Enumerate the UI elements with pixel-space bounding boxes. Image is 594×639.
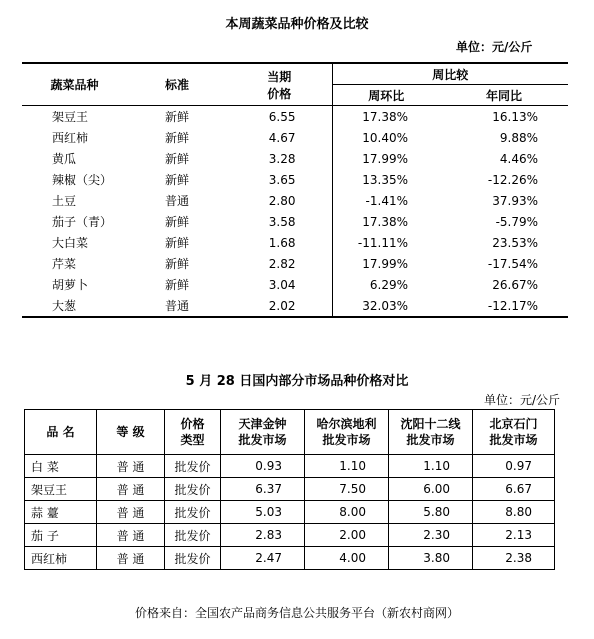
cell-yoy: -12.17%: [487, 298, 539, 313]
col-header-market-tianjin-line1: 天津金钟: [238, 417, 287, 431]
cell-name: 白 菜: [25, 455, 97, 478]
col-header-standard: 标准: [127, 63, 227, 106]
col-header-market-beijing: [473, 410, 555, 455]
cell-price: 3.28: [268, 151, 296, 166]
table-row: [22, 295, 568, 317]
cell-name: 蒜 薹: [25, 501, 97, 524]
col-header-type-line2: 类型: [180, 433, 205, 447]
cell-yoy: 16.13%: [492, 109, 539, 124]
cell-tianjin: 6.37: [221, 478, 305, 501]
cell-harbin: 8.00: [305, 501, 389, 524]
cell-tianjin: 0.93: [221, 455, 305, 478]
cell-price: 1.68: [268, 235, 296, 250]
cell-name: 茄 子: [25, 524, 97, 547]
cell-standard: 新鲜: [165, 236, 190, 250]
cell-beijing: 2.38: [473, 547, 555, 570]
source-footer: 价格来自：全国农产品商务信息公共服务平台（新农村商网）: [134, 606, 459, 620]
table-row: [22, 127, 568, 148]
col-header-price-line2: 价格: [267, 86, 292, 101]
cell-type: 批发价: [165, 455, 221, 478]
cell-shenyang: 2.30: [389, 524, 473, 547]
cell-shenyang: 3.80: [389, 547, 473, 570]
market-price-table: [24, 409, 555, 570]
cell-name: 辣椒（尖）: [52, 173, 113, 187]
col-header-market-harbin: [305, 410, 389, 455]
cell-wow: 17.38%: [332, 106, 440, 128]
col-header-price: [227, 63, 332, 106]
cell-wow: 17.99%: [332, 253, 440, 274]
table-row: [22, 106, 568, 128]
cell-price: 6.55: [268, 109, 296, 124]
cell-wow: 6.29%: [332, 274, 440, 295]
cell-beijing: 2.13: [473, 524, 555, 547]
cell-type: 批发价: [165, 478, 221, 501]
table-row: [25, 455, 555, 478]
cell-name: 茄子（青）: [52, 215, 113, 229]
cell-wow: 17.99%: [332, 148, 440, 169]
table2-title: 5 月 28 日国内部分市场品种价格对比: [185, 374, 409, 389]
cell-standard: 新鲜: [165, 215, 190, 229]
cell-standard: 新鲜: [165, 152, 190, 166]
cell-yoy: 37.93%: [492, 193, 539, 208]
table-row: [22, 169, 568, 190]
cell-name: 架豆王: [25, 478, 97, 501]
table-row: [22, 190, 568, 211]
table-row: [22, 232, 568, 253]
cell-name: 西红柿: [25, 547, 97, 570]
cell-price: 2.82: [268, 256, 296, 271]
cell-harbin: 7.50: [305, 478, 389, 501]
cell-wow: -11.11%: [332, 232, 440, 253]
col-header-market-shenyang-line1: 沈阳十二线: [400, 417, 461, 431]
cell-standard: 普通: [165, 194, 190, 208]
table-row: [25, 501, 555, 524]
cell-harbin: 4.00: [305, 547, 389, 570]
cell-shenyang: 1.10: [389, 455, 473, 478]
cell-price: 2.80: [268, 193, 296, 208]
cell-standard: 普通: [165, 299, 190, 313]
col-header-market-beijing-line2: 批发市场: [489, 433, 538, 447]
table1-unit: 单位：元/公斤: [456, 40, 533, 54]
cell-standard: 新鲜: [165, 173, 190, 187]
cell-price: 4.67: [268, 130, 296, 145]
col-header-market-shenyang-line2: 批发市场: [406, 433, 455, 447]
cell-yoy: 26.67%: [492, 277, 539, 292]
table-row: [25, 478, 555, 501]
cell-tianjin: 2.47: [221, 547, 305, 570]
cell-price: 3.04: [268, 277, 296, 292]
table2-unit: 单位：元/公斤: [484, 393, 561, 407]
cell-tianjin: 5.03: [221, 501, 305, 524]
cell-name: 架豆王: [52, 110, 89, 124]
cell-wow: -1.41%: [332, 190, 440, 211]
col-header-type: [165, 410, 221, 455]
cell-harbin: 1.10: [305, 455, 389, 478]
cell-wow: 10.40%: [332, 127, 440, 148]
cell-shenyang: 6.00: [389, 478, 473, 501]
cell-standard: 新鲜: [165, 131, 190, 145]
table1-title: 本周蔬菜品种价格及比较: [225, 17, 369, 32]
table-row: [22, 274, 568, 295]
cell-wow: 17.38%: [332, 211, 440, 232]
cell-name: 大葱: [52, 299, 77, 313]
cell-type: 批发价: [165, 501, 221, 524]
cell-name: 黄瓜: [52, 152, 77, 166]
col-header-wow: 周环比: [332, 85, 440, 106]
cell-name: 芹菜: [52, 257, 77, 271]
cell-grade: 普 通: [97, 478, 165, 501]
col-header-name: 品 名: [25, 410, 97, 455]
cell-name: 大白菜: [52, 236, 89, 250]
col-header-market-tianjin-line2: 批发市场: [238, 433, 287, 447]
cell-shenyang: 5.80: [389, 501, 473, 524]
col-header-market-harbin-line1: 哈尔滨地利: [316, 417, 377, 431]
cell-beijing: 8.80: [473, 501, 555, 524]
table-row: [25, 524, 555, 547]
cell-type: 批发价: [165, 547, 221, 570]
table-row: [22, 148, 568, 169]
col-header-market-beijing-line1: 北京石门: [489, 417, 538, 431]
cell-standard: 新鲜: [165, 257, 190, 271]
cell-name: 胡萝卜: [52, 278, 89, 292]
table-row: [22, 253, 568, 274]
cell-name: 土豆: [52, 194, 77, 208]
cell-beijing: 6.67: [473, 478, 555, 501]
col-header-market-tianjin: [221, 410, 305, 455]
cell-price: 3.58: [268, 214, 296, 229]
col-header-weekly-group: 周比较: [332, 63, 568, 85]
cell-standard: 新鲜: [165, 110, 190, 124]
table-row: [22, 211, 568, 232]
weekly-price-table: [22, 62, 568, 318]
col-header-name: 蔬菜品种: [22, 63, 127, 106]
cell-yoy: 23.53%: [492, 235, 539, 250]
col-header-yoy: 年同比: [440, 85, 568, 106]
cell-beijing: 0.97: [473, 455, 555, 478]
cell-tianjin: 2.83: [221, 524, 305, 547]
col-header-market-harbin-line2: 批发市场: [322, 433, 371, 447]
cell-yoy: -5.79%: [495, 214, 539, 229]
cell-grade: 普 通: [97, 524, 165, 547]
cell-type: 批发价: [165, 524, 221, 547]
cell-yoy: 4.46%: [499, 151, 539, 166]
cell-grade: 普 通: [97, 455, 165, 478]
cell-grade: 普 通: [97, 547, 165, 570]
cell-price: 3.65: [268, 172, 296, 187]
cell-price: 2.02: [268, 298, 296, 313]
cell-yoy: -12.26%: [487, 172, 539, 187]
cell-wow: 32.03%: [332, 295, 440, 317]
col-header-market-shenyang: [389, 410, 473, 455]
col-header-price-line1: 当期: [267, 69, 292, 84]
table-row: [25, 547, 555, 570]
cell-grade: 普 通: [97, 501, 165, 524]
cell-name: 西红柿: [52, 131, 89, 145]
cell-yoy: -17.54%: [487, 256, 539, 271]
col-header-grade: 等 级: [97, 410, 165, 455]
cell-harbin: 2.00: [305, 524, 389, 547]
cell-yoy: 9.88%: [499, 130, 539, 145]
cell-wow: 13.35%: [332, 169, 440, 190]
col-header-type-line1: 价格: [180, 417, 205, 431]
cell-standard: 新鲜: [165, 278, 190, 292]
